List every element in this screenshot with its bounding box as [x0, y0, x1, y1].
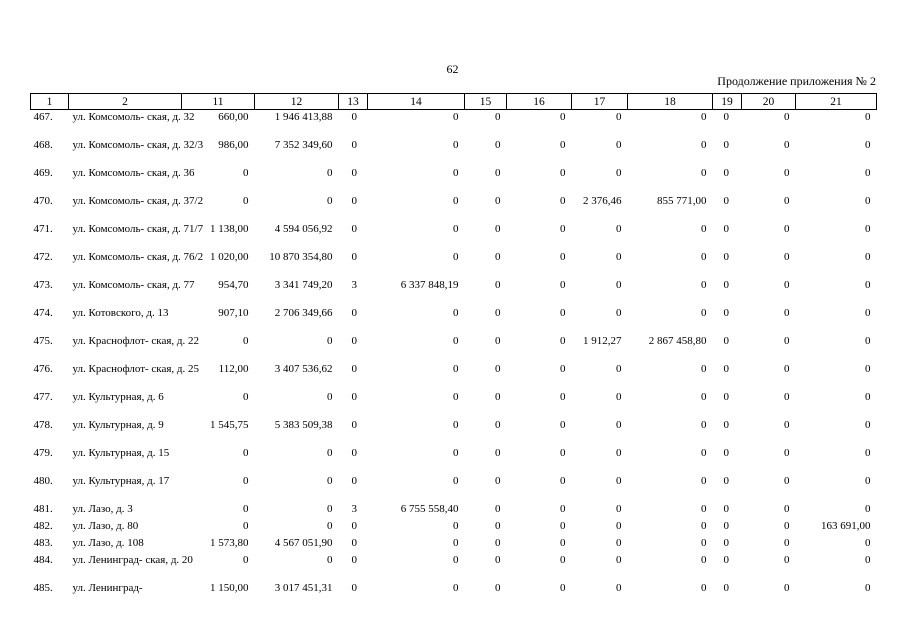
address-cell: ул. Комсомоль- ская, д. 32/3: [72, 139, 204, 151]
cell-col-19: 0: [723, 520, 729, 532]
cell-col-15: 0: [495, 419, 501, 431]
cell-col-16: 0: [560, 391, 566, 403]
cell-col-12: 7 352 349,60: [274, 139, 333, 151]
cell-col-11: 0: [243, 554, 249, 566]
cell-col-15: 0: [495, 520, 501, 532]
row-number: 474.: [33, 307, 53, 319]
cell-col-17: 0: [616, 307, 622, 319]
cell-col-19: 0: [723, 363, 729, 375]
cell-col-12: 10 870 354,80: [269, 251, 333, 263]
address-cell: ул. Культурная, д. 17: [72, 475, 170, 487]
cell-col-14: 0: [453, 251, 459, 263]
cell-col-21: 0: [865, 475, 871, 487]
cell-col-20: 0: [784, 195, 790, 207]
cell-col-16: 0: [560, 195, 566, 207]
cell-col-18: 2 867 458,80: [648, 335, 707, 347]
cell-col-11: 0: [243, 167, 249, 179]
cell-col-12: 0: [327, 447, 333, 459]
cell-col-15: 0: [495, 447, 501, 459]
cell-col-21: 0: [865, 363, 871, 375]
cell-col-20: 0: [784, 503, 790, 515]
cell-col-15: 0: [495, 503, 501, 515]
cell-col-14: 0: [453, 139, 459, 151]
cell-col-17: 0: [616, 582, 622, 594]
cell-col-11: 0: [243, 391, 249, 403]
cell-col-21: 0: [865, 391, 871, 403]
cell-col-19: 0: [723, 251, 729, 263]
cell-col-21: 0: [865, 537, 871, 549]
cell-col-14: 0: [453, 307, 459, 319]
col-header: 1: [31, 94, 69, 110]
cell-col-18: 0: [701, 520, 707, 532]
cell-col-12: 3 407 536,62: [274, 363, 333, 375]
cell-col-19: 0: [723, 139, 729, 151]
cell-col-14: 0: [453, 475, 459, 487]
cell-col-13: 0: [351, 554, 357, 566]
cell-col-12: 5 383 509,38: [274, 419, 333, 431]
cell-col-12: 0: [327, 391, 333, 403]
address-cell: ул. Лазо, д. 108: [72, 537, 144, 549]
cell-col-12: 0: [327, 554, 333, 566]
cell-col-14: 0: [453, 520, 459, 532]
table-row: [31, 140, 877, 168]
cell-col-18: 0: [701, 307, 707, 319]
cell-col-13: 0: [351, 582, 357, 594]
cell-col-16: 0: [560, 537, 566, 549]
cell-col-21: 0: [865, 223, 871, 235]
address-cell: ул. Комсомоль- ская, д. 32: [72, 111, 195, 123]
cell-col-15: 0: [495, 363, 501, 375]
address-cell: ул. Лазо, д. 3: [72, 503, 133, 515]
cell-col-11: 1 020,00: [210, 251, 249, 263]
cell-col-15: 0: [495, 554, 501, 566]
table-row: [31, 392, 877, 420]
cell-col-20: 0: [784, 335, 790, 347]
cell-col-16: 0: [560, 475, 566, 487]
table-row: [31, 196, 877, 224]
cell-col-18: 0: [701, 223, 707, 235]
cell-col-13: 0: [351, 537, 357, 549]
cell-col-19: 0: [723, 419, 729, 431]
cell-col-20: 0: [784, 475, 790, 487]
cell-col-11: 0: [243, 335, 249, 347]
cell-col-16: 0: [560, 223, 566, 235]
col-header: 12: [255, 94, 339, 110]
cell-col-21: 0: [865, 419, 871, 431]
table-body: [31, 110, 877, 601]
cell-col-17: 0: [616, 520, 622, 532]
cell-col-11: 907,10: [218, 307, 249, 319]
cell-col-13: 0: [351, 223, 357, 235]
table-row: [31, 168, 877, 196]
cell-col-16: 0: [560, 139, 566, 151]
page-number: 62: [446, 62, 459, 76]
cell-col-20: 0: [784, 419, 790, 431]
cell-col-16: 0: [560, 554, 566, 566]
cell-col-18: 0: [701, 391, 707, 403]
cell-col-14: 6 755 558,40: [400, 503, 459, 515]
cell-col-15: 0: [495, 167, 501, 179]
col-header: 19: [713, 94, 742, 110]
cell-col-12: 0: [327, 475, 333, 487]
row-number: 470.: [33, 195, 53, 207]
cell-col-15: 0: [495, 251, 501, 263]
cell-col-21: 0: [865, 335, 871, 347]
cell-col-14: 0: [453, 195, 459, 207]
table-row: [31, 420, 877, 448]
cell-col-18: 0: [701, 251, 707, 263]
cell-col-19: 0: [723, 195, 729, 207]
cell-col-16: 0: [560, 335, 566, 347]
cell-col-13: 0: [351, 419, 357, 431]
cell-col-17: 0: [616, 223, 622, 235]
address-cell: ул. Культурная, д. 15: [72, 447, 170, 459]
cell-col-16: 0: [560, 447, 566, 459]
cell-col-21: 0: [865, 195, 871, 207]
cell-col-20: 0: [784, 279, 790, 291]
cell-col-19: 0: [723, 447, 729, 459]
col-header: 20: [742, 94, 796, 110]
cell-col-18: 0: [701, 419, 707, 431]
cell-col-18: 0: [701, 475, 707, 487]
cell-col-17: 0: [616, 251, 622, 263]
row-number: 480.: [33, 475, 53, 487]
cell-col-12: 1 946 413,88: [274, 111, 333, 123]
address-cell: ул. Культурная, д. 9: [72, 419, 164, 431]
cell-col-17: 1 912,27: [583, 335, 622, 347]
cell-col-21: 0: [865, 167, 871, 179]
table-row: [31, 110, 877, 141]
cell-col-21: 0: [865, 503, 871, 515]
row-number: 485.: [33, 582, 53, 594]
cell-col-14: 0: [453, 223, 459, 235]
cell-col-18: 0: [701, 111, 707, 123]
cell-col-19: 0: [723, 279, 729, 291]
cell-col-20: 0: [784, 554, 790, 566]
cell-col-12: 4 567 051,90: [274, 537, 333, 549]
cell-col-11: 0: [243, 447, 249, 459]
cell-col-13: 3: [351, 279, 357, 291]
cell-col-12: 0: [327, 335, 333, 347]
cell-col-17: 0: [616, 447, 622, 459]
row-number: 479.: [33, 447, 53, 459]
cell-col-19: 0: [723, 503, 729, 515]
cell-col-20: 0: [784, 111, 790, 123]
cell-col-14: 0: [453, 335, 459, 347]
cell-col-11: 954,70: [218, 279, 249, 291]
cell-col-15: 0: [495, 335, 501, 347]
table-row: [31, 521, 877, 538]
address-cell: ул. Комсомоль- ская, д. 77: [72, 279, 195, 291]
cell-col-14: 0: [453, 111, 459, 123]
address-cell: ул. Краснофлот- ская, д. 22: [72, 335, 200, 347]
cell-col-11: 112,00: [218, 363, 249, 375]
cell-col-11: 1 138,00: [210, 223, 249, 235]
col-header: 11: [182, 94, 255, 110]
cell-col-18: 0: [701, 363, 707, 375]
cell-col-17: 0: [616, 554, 622, 566]
address-cell: ул. Комсомоль- ская, д. 36: [72, 167, 195, 179]
cell-col-16: 0: [560, 167, 566, 179]
cell-col-13: 0: [351, 475, 357, 487]
cell-col-11: 1 150,00: [210, 582, 249, 594]
cell-col-20: 0: [784, 582, 790, 594]
table-row: [31, 504, 877, 521]
header-row: [31, 94, 877, 110]
cell-col-14: 0: [453, 582, 459, 594]
address-cell: ул. Ленинград-: [72, 582, 143, 594]
cell-col-13: 0: [351, 251, 357, 263]
table-row: [31, 448, 877, 476]
cell-col-14: 0: [453, 447, 459, 459]
cell-col-15: 0: [495, 223, 501, 235]
cell-col-11: 0: [243, 520, 249, 532]
cell-col-18: 0: [701, 503, 707, 515]
cell-col-20: 0: [784, 447, 790, 459]
cell-col-19: 0: [723, 554, 729, 566]
table-row: [31, 583, 877, 600]
row-number: 468.: [33, 139, 53, 151]
cell-col-15: 0: [495, 475, 501, 487]
cell-col-16: 0: [560, 503, 566, 515]
cell-col-14: 0: [453, 554, 459, 566]
cell-col-11: 1 545,75: [210, 419, 249, 431]
cell-col-16: 0: [560, 419, 566, 431]
cell-col-21: 0: [865, 307, 871, 319]
table-row: [31, 555, 877, 583]
cell-col-16: 0: [560, 251, 566, 263]
cell-col-17: 2 376,46: [583, 195, 622, 207]
cell-col-17: 0: [616, 391, 622, 403]
cell-col-19: 0: [723, 582, 729, 594]
cell-col-21: 0: [865, 251, 871, 263]
cell-col-13: 0: [351, 391, 357, 403]
cell-col-11: 1 573,80: [210, 537, 249, 549]
row-number: 471.: [33, 223, 53, 235]
cell-col-18: 0: [701, 554, 707, 566]
cell-col-21: 0: [865, 582, 871, 594]
address-cell: ул. Комсомоль- ская, д. 37/2: [72, 195, 204, 207]
row-number: 475.: [33, 335, 53, 347]
cell-col-17: 0: [616, 475, 622, 487]
cell-col-20: 0: [784, 251, 790, 263]
cell-col-12: 0: [327, 503, 333, 515]
row-number: 467.: [33, 111, 53, 123]
cell-col-14: 0: [453, 391, 459, 403]
cell-col-21: 163 691,00: [821, 520, 871, 532]
cell-col-17: 0: [616, 139, 622, 151]
cell-col-13: 0: [351, 111, 357, 123]
address-cell: ул. Комсомоль- ская, д. 76/2: [72, 251, 204, 263]
table-row: [31, 280, 877, 308]
cell-col-13: 0: [351, 307, 357, 319]
cell-col-18: 0: [701, 139, 707, 151]
cell-col-20: 0: [784, 391, 790, 403]
cell-col-15: 0: [495, 139, 501, 151]
cell-col-14: 0: [453, 363, 459, 375]
address-cell: ул. Лазо, д. 80: [72, 520, 139, 532]
cell-col-15: 0: [495, 391, 501, 403]
cell-col-15: 0: [495, 582, 501, 594]
cell-col-13: 0: [351, 520, 357, 532]
cell-col-17: 0: [616, 167, 622, 179]
cell-col-16: 0: [560, 307, 566, 319]
address-cell: ул. Культурная, д. 6: [72, 391, 164, 403]
cell-col-17: 0: [616, 111, 622, 123]
table-row: [31, 224, 877, 252]
cell-col-11: 660,00: [218, 111, 249, 123]
row-number: 481.: [33, 503, 53, 515]
table-row: [31, 252, 877, 280]
cell-col-14: 0: [453, 537, 459, 549]
cell-col-21: 0: [865, 554, 871, 566]
row-number: 469.: [33, 167, 53, 179]
cell-col-16: 0: [560, 363, 566, 375]
table-row: [31, 364, 877, 392]
address-cell: ул. Котовского, д. 13: [72, 307, 169, 319]
cell-col-21: 0: [865, 279, 871, 291]
cell-col-14: 0: [453, 419, 459, 431]
cell-col-12: 0: [327, 167, 333, 179]
cell-col-12: 3 341 749,20: [274, 279, 333, 291]
cell-col-18: 0: [701, 447, 707, 459]
continuation-label: Продолжение приложения № 2: [717, 74, 876, 88]
row-number: 484.: [33, 554, 53, 566]
col-header: 16: [507, 94, 572, 110]
cell-col-19: 0: [723, 475, 729, 487]
cell-col-17: 0: [616, 363, 622, 375]
cell-col-15: 0: [495, 195, 501, 207]
cell-col-20: 0: [784, 520, 790, 532]
row-number: 476.: [33, 363, 53, 375]
address-cell: ул. Ленинград- ская, д. 20: [72, 554, 193, 566]
col-header: 2: [69, 94, 182, 110]
cell-col-20: 0: [784, 167, 790, 179]
col-header: 14: [368, 94, 465, 110]
cell-col-21: 0: [865, 111, 871, 123]
table-row: [31, 336, 877, 364]
row-number: 482.: [33, 520, 53, 532]
col-header: 18: [628, 94, 713, 110]
cell-col-13: 0: [351, 167, 357, 179]
table-row: [31, 538, 877, 555]
col-header: 15: [465, 94, 507, 110]
col-header: 17: [572, 94, 628, 110]
cell-col-13: 3: [351, 503, 357, 515]
cell-col-14: 0: [453, 167, 459, 179]
address-cell: ул. Краснофлот- ская, д. 25: [72, 363, 200, 375]
cell-col-20: 0: [784, 139, 790, 151]
cell-col-11: 0: [243, 195, 249, 207]
cell-col-16: 0: [560, 582, 566, 594]
cell-col-20: 0: [784, 223, 790, 235]
cell-col-12: 4 594 056,92: [274, 223, 333, 235]
cell-col-19: 0: [723, 307, 729, 319]
cell-col-16: 0: [560, 111, 566, 123]
cell-col-18: 0: [701, 279, 707, 291]
cell-col-19: 0: [723, 537, 729, 549]
cell-col-14: 6 337 848,19: [400, 279, 459, 291]
cell-col-18: 855 771,00: [657, 195, 707, 207]
address-cell: ул. Комсомоль- ская, д. 71/7: [72, 223, 204, 235]
cell-col-15: 0: [495, 537, 501, 549]
cell-col-13: 0: [351, 335, 357, 347]
cell-col-19: 0: [723, 335, 729, 347]
cell-col-21: 0: [865, 447, 871, 459]
cell-col-13: 0: [351, 363, 357, 375]
cell-col-20: 0: [784, 307, 790, 319]
table-row: [31, 476, 877, 504]
row-number: 478.: [33, 419, 53, 431]
cell-col-16: 0: [560, 279, 566, 291]
cell-col-12: 0: [327, 195, 333, 207]
cell-col-12: 2 706 349,66: [274, 307, 333, 319]
cell-col-13: 0: [351, 139, 357, 151]
cell-col-19: 0: [723, 223, 729, 235]
cell-col-13: 0: [351, 195, 357, 207]
row-number: 483.: [33, 537, 53, 549]
cell-col-19: 0: [723, 111, 729, 123]
cell-col-18: 0: [701, 582, 707, 594]
cell-col-13: 0: [351, 447, 357, 459]
cell-col-20: 0: [784, 537, 790, 549]
cell-col-12: 0: [327, 520, 333, 532]
col-header: 21: [796, 94, 877, 110]
cell-col-15: 0: [495, 111, 501, 123]
cell-col-17: 0: [616, 279, 622, 291]
cell-col-15: 0: [495, 307, 501, 319]
cell-col-11: 0: [243, 503, 249, 515]
cell-col-20: 0: [784, 363, 790, 375]
cell-col-15: 0: [495, 279, 501, 291]
cell-col-17: 0: [616, 419, 622, 431]
cell-col-16: 0: [560, 520, 566, 532]
cell-col-19: 0: [723, 391, 729, 403]
row-number: 473.: [33, 279, 53, 291]
row-number: 477.: [33, 391, 53, 403]
row-number: 472.: [33, 251, 53, 263]
cell-col-19: 0: [723, 167, 729, 179]
col-header: 13: [339, 94, 368, 110]
cell-col-21: 0: [865, 139, 871, 151]
cell-col-11: 986,00: [218, 139, 249, 151]
table-row: [31, 308, 877, 336]
cell-col-17: 0: [616, 537, 622, 549]
cell-col-18: 0: [701, 167, 707, 179]
cell-col-12: 3 017 451,31: [274, 582, 333, 594]
cell-col-11: 0: [243, 475, 249, 487]
data-table: [30, 93, 877, 600]
cell-col-17: 0: [616, 503, 622, 515]
cell-col-18: 0: [701, 537, 707, 549]
